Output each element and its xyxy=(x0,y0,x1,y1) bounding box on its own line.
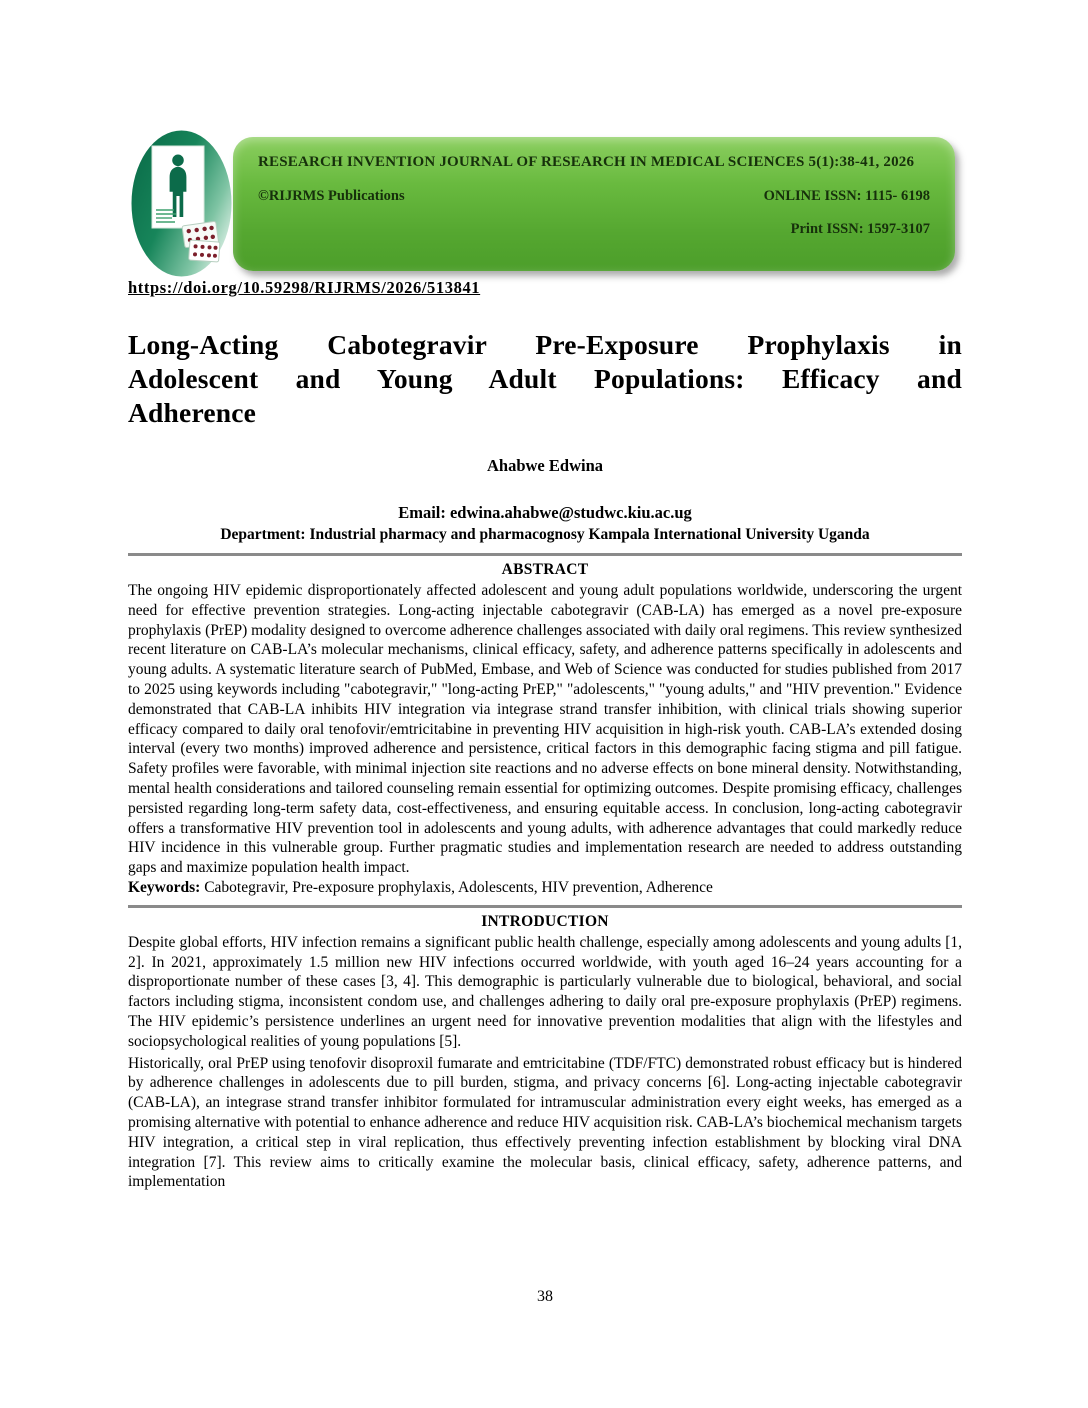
article-title-line: Long-Acting Cabotegravir Pre-Exposure Prophylaxis in xyxy=(128,329,962,360)
page-number: 38 xyxy=(537,1288,553,1305)
doi-link[interactable]: https://doi.org/10.59298/RIJRMS/2026/513841 xyxy=(128,278,481,297)
abstract-body: The ongoing HIV epidemic disproportionately affected adolescent and young adult populations worldwide, underscoring the urgent need for effective prevention strategies. Long-acting injectable cabotegravir (CAB-LA) has emerged as a novel pre-exposure prophylaxis (PrEP) modality designed to overcome adherence challenges associated with daily oral regimens. This review synthesized recent literature on CAB-LA’s molecular mechanisms, clinical efficacy, safety, and adherence patterns specifically in adolescents and young adults. A systematic literature search of PubMed, Embase, and Web of Science was conducted for studies published from 2017 to 2025 using keywords including "cabotegravir," "long-acting PrEP," "adolescents," "young adults," and "HIV prevention." Evidence demonstrated that CAB-LA inhibits HIV integration via integrase strand transfer inhibition, with clinical trials showing superior efficacy compared to daily oral tenofovir/emtricitabine in preventing HIV acquisition in high-risk youth. CAB-LA’s extended dosing interval (every two months) improved adherence and persistence, critical factors in this demographic facing stigma and pill fatigue. Safety profiles were favorable, with minimal injection site reactions and no adverse effects on bone mineral density. Notwithstanding, mental health considerations and tailored counseling remain essential for optimizing outcomes. Despite promising efficacy, challenges persisted regarding long-term safety data, cost-effectiveness, and ensuring equitable access. In conclusion, long-acting cabotegravir offers a transformative HIV prevention tool in adolescents and young adults, with adherence advantages that could markedly reduce HIV incidence in this vulnerable group. Further pragmatic studies and implementation research are needed to address outstanding gaps and maximize population health impact. xyxy=(128,582,962,877)
section-divider xyxy=(128,553,962,556)
keywords-text: Cabotegravir, Pre-exposure prophylaxis, Adolescents, HIV prevention, Adherence xyxy=(200,878,713,896)
article-body xyxy=(128,278,962,1192)
author-email-line: Email: edwina.ahabwe@studwc.kiu.ac.ug xyxy=(398,503,692,522)
publisher-label: ©RIJRMS Publications xyxy=(258,188,405,204)
author-department-line: Department: Industrial pharmacy and pharmacognosy Kampala International University Uganda xyxy=(220,526,870,543)
intro-paragraph: Despite global efforts, HIV infection remains a significant public health challenge, especially among adolescents and young adults [1, 2]. In 2021, approximately 1.5 million new HIV infections occurred worldwide, with youth aged 16–24 years accounting for a disproportionate number of these cases [3, 4]. This demographic is particularly vulnerable due to biological, behavioral, and social factors including stigma, inconsistent condom use, and challenges adhering to daily oral pre-exposure prophylaxis (PrEP) regimens. The HIV epidemic’s persistence underlines an urgent need for innovative prevention modalities that align with the lifestyles and sociopsychological realities of young populations [5]. xyxy=(128,933,962,1050)
keywords-line xyxy=(128,878,962,898)
article-title-line: Adolescent and Young Adult Populations: Efficacy and xyxy=(128,363,962,394)
online-issn: ONLINE ISSN: 1115- 6198 xyxy=(763,188,930,204)
abstract-heading: ABSTRACT xyxy=(501,561,589,578)
journal-logo xyxy=(130,128,233,279)
article-title-line: Adherence xyxy=(128,397,257,428)
journal-banner xyxy=(233,137,955,271)
author-name: Ahabwe Edwina xyxy=(487,456,603,475)
print-issn: Print ISSN: 1597-3107 xyxy=(790,221,930,237)
human-figure-card xyxy=(152,146,204,228)
section-divider xyxy=(128,905,962,908)
article-title xyxy=(128,328,962,430)
journal-name-line: RESEARCH INVENTION JOURNAL OF RESEARCH IN MEDICAL SCIENCES 5(1):38-41, 2026 xyxy=(258,154,915,170)
journal-logo-graphic xyxy=(130,128,233,279)
introduction-heading: INTRODUCTION xyxy=(481,912,609,930)
keywords-label: Keywords: xyxy=(128,878,201,896)
intro-paragraph: Historically, oral PrEP using tenofovir disoproxil fumarate and emtricitabine (TDF/FTC) demonstrated robust efficacy but is hindered by adherence challenges in adolescents due to pill burden, stigma, and privacy concerns [6]. Long-acting injectable cabotegravir (CAB-LA), an integrase strand transfer inhibitor formulated for intramuscular administration every eight weeks, has emerged as a promising alternative with potential to enhance adherence and reduce HIV acquisition risk. CAB-LA’s biochemical mechanism targets HIV integration, a critical step in viral replication, thus effectively preventing infection establishment by blocking viral DNA integration [7]. This review aims to critically examine the molecular basis, clinical efficacy, safety, adherence patterns, and implementation xyxy=(128,1054,962,1191)
